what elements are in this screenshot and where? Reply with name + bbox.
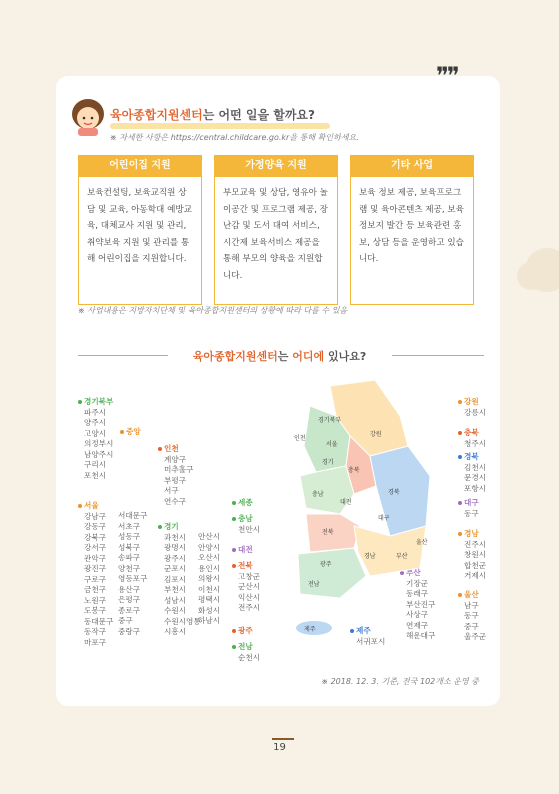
region-title-text: 서울 — [84, 501, 99, 510]
map-label-ulsan: 울산 — [416, 539, 428, 546]
section-title-highlight-a: 육아종합지원센터 — [192, 350, 278, 363]
region-title-text: 충남 — [238, 514, 253, 523]
question-note: ※ 자세한 사항은 https://central.childcare.go.kr을 통해 확인하세요. — [110, 133, 359, 142]
region-list: 계양구 미추홀구 부평구 서구 연수구 — [164, 454, 194, 506]
section-title — [0, 348, 559, 364]
region-list: 김천시 문경시 포항시 — [464, 462, 487, 493]
region-seoul-col2 — [118, 511, 147, 637]
region-list: 강남구 강동구 강북구 강서구 관악구 광진구 구로구 금천구 노원구 도봉구 동대문구 동작구 마포구 — [84, 511, 114, 647]
region-title — [232, 626, 253, 637]
region-jeonbuk — [232, 561, 260, 614]
region-title — [120, 427, 141, 438]
map-region-gyeongbuk — [370, 446, 430, 536]
question-title — [110, 106, 315, 123]
section-title-highlight-b: 어디에 — [292, 350, 325, 363]
region-title — [458, 590, 486, 601]
cloud-icon — [517, 240, 559, 300]
column-home-care-support — [214, 155, 338, 305]
region-title-text: 강원 — [464, 397, 479, 406]
region-chungnam — [232, 514, 260, 535]
section-title-rest: 는 — [277, 350, 293, 363]
region-title — [78, 397, 113, 408]
region-title-text: 전북 — [238, 561, 253, 570]
column-body: 보육컨설팅, 보육교직원 상담 및 교육, 아동학대 예방교육, 대체교사 지원 및 관리, 취약보육 지원 및 관리를 통해 어린이집을 지원합니다. — [78, 177, 202, 305]
region-title — [158, 444, 193, 455]
region-title-text: 충북 — [464, 428, 479, 437]
column-daycare-support — [78, 155, 202, 305]
region-title — [458, 498, 479, 509]
map-label-gyeonggi: 경기 — [322, 459, 334, 466]
region-list: 강릉시 — [464, 407, 487, 417]
region-title — [232, 642, 260, 653]
map-label-seoul: 서울 — [326, 441, 338, 448]
page-number: 19 — [273, 742, 286, 753]
region-list: 과천시 광명시 광주시 군포시 김포시 부천시 성남시 수원시 수원시영통 시흥시 — [164, 532, 201, 636]
region-chungbuk — [458, 428, 486, 449]
region-list: 천안시 — [238, 524, 261, 534]
region-list: 안산시 안양시 오산시 용인시 의왕시 이천시 평택시 화성시 하남시 — [198, 532, 221, 625]
region-title — [158, 522, 201, 533]
map-label-jeju: 제주 — [304, 626, 316, 633]
region-title-text: 중앙 — [126, 427, 141, 436]
region-seoul — [78, 501, 113, 648]
map-label-gangwon: 강원 — [370, 431, 382, 438]
section-title-end: 있나요? — [324, 350, 367, 363]
region-title-text: 울산 — [464, 590, 479, 599]
region-title-text: 인천 — [164, 444, 179, 453]
region-title-text: 부산 — [406, 568, 421, 577]
column-title: 어린이집 지원 — [78, 155, 202, 177]
map-label-daegu: 대구 — [378, 515, 390, 522]
map-label-gyeonggibukbu: 경기북부 — [318, 417, 342, 424]
map-label-gyeongnam: 경남 — [364, 553, 376, 560]
region-title-text: 대구 — [464, 498, 479, 507]
region-title-text: 경북 — [464, 452, 479, 461]
map-label-gyeongbuk: 경북 — [388, 489, 400, 496]
map-label-daejeon: 대전 — [340, 499, 352, 506]
region-title-text: 경남 — [464, 529, 479, 538]
region-title-text: 대전 — [238, 545, 253, 554]
region-title-text: 전남 — [238, 642, 253, 651]
map-region-chungnam — [300, 466, 354, 514]
map-label-chungnam: 충남 — [312, 491, 324, 498]
region-gangwon — [458, 397, 486, 418]
column-body: 보육 정보 제공, 보육프로그램 및 육아콘텐츠 제공, 보육정보지 발간 등 보육관련 홍보, 상담 등을 운영하고 있습니다. — [350, 177, 474, 305]
region-list: 파주시 양주시 고양시 의정부시 남양주시 구리시 포천시 — [84, 407, 114, 480]
region-list: 기장군 동래구 부산진구 사상구 연제구 해운대구 — [406, 578, 436, 640]
map-label-jeonnam: 전남 — [308, 581, 320, 588]
region-gyeonggi — [158, 522, 201, 638]
region-title — [232, 561, 260, 572]
region-list: 순천시 — [238, 652, 261, 662]
region-list: 진주시 창원시 합천군 거제시 — [464, 539, 487, 580]
region-title-text: 경기북부 — [84, 397, 114, 406]
quote-marks-icon: ❞❞ — [436, 62, 458, 90]
region-title — [458, 428, 486, 439]
column-body: 부모교육 및 상담, 영유아 놀이공간 및 프로그램 제공, 장난감 및 도서 대여 서비스, 시간제 보육서비스 제공을 통해 부모의 양육을 지원합니다. — [214, 177, 338, 305]
region-title — [458, 397, 486, 408]
region-list: 청주시 — [464, 438, 487, 448]
map-label-chungbuk: 충북 — [348, 467, 360, 474]
region-title — [458, 452, 486, 463]
region-title — [232, 514, 260, 525]
region-incheon — [158, 444, 193, 507]
region-gyeonggi-north — [78, 397, 113, 481]
region-list: 동구 — [464, 508, 479, 518]
region-title-text: 제주 — [356, 626, 371, 635]
region-title — [232, 545, 253, 556]
map-label-gwangju: 광주 — [320, 561, 332, 568]
question-highlight: 육아종합지원센터 — [110, 108, 203, 122]
region-ulsan — [458, 590, 486, 643]
region-list: 서대문구 서초구 성동구 성북구 송파구 양천구 영등포구 용산구 은평구 종로구 중구 중랑구 — [118, 511, 148, 636]
page-number-bar — [272, 738, 294, 740]
region-gyeongnam — [458, 529, 486, 582]
region-sejong — [232, 498, 253, 509]
mascot-avatar-icon — [70, 98, 106, 136]
korea-map — [280, 376, 450, 646]
region-list: 서귀포시 — [356, 636, 386, 646]
region-list: 고창군 군산시 익산시 전주시 — [238, 571, 261, 612]
region-title — [458, 529, 486, 540]
region-daejeon — [232, 545, 253, 556]
region-list: 남구 동구 중구 울주군 — [464, 600, 487, 641]
column-title: 기타 사업 — [350, 155, 474, 177]
region-gyeongbuk — [458, 452, 486, 494]
map-label-jeonbuk: 전북 — [322, 529, 334, 536]
question-rest: 는 어떤 일을 할까요? — [202, 108, 315, 122]
region-title — [232, 498, 253, 509]
map-region-jeonnam — [298, 548, 366, 598]
map-label-busan: 부산 — [396, 553, 408, 560]
region-jeonnam — [232, 642, 260, 663]
column-other-business — [350, 155, 474, 305]
region-daegu — [458, 498, 479, 519]
business-note: ※ 사업내용은 지방자치단체 및 육아종합지원센터의 상황에 따라 다를 수 있음 — [78, 306, 348, 315]
question-underline — [110, 123, 330, 129]
region-title-text: 광주 — [238, 626, 253, 635]
region-jungang — [120, 427, 141, 438]
region-gwangju — [232, 626, 253, 637]
region-gyeonggi-col2 — [198, 532, 220, 627]
region-title — [78, 501, 113, 512]
footnote: ※ 2018. 12. 3. 기준, 전국 102개소 운영 중 — [321, 677, 479, 686]
column-title: 가정양육 지원 — [214, 155, 338, 177]
map-label-incheon: 인천 — [294, 435, 306, 442]
region-title-text: 세종 — [238, 498, 253, 507]
region-title-text: 경기 — [164, 522, 179, 531]
